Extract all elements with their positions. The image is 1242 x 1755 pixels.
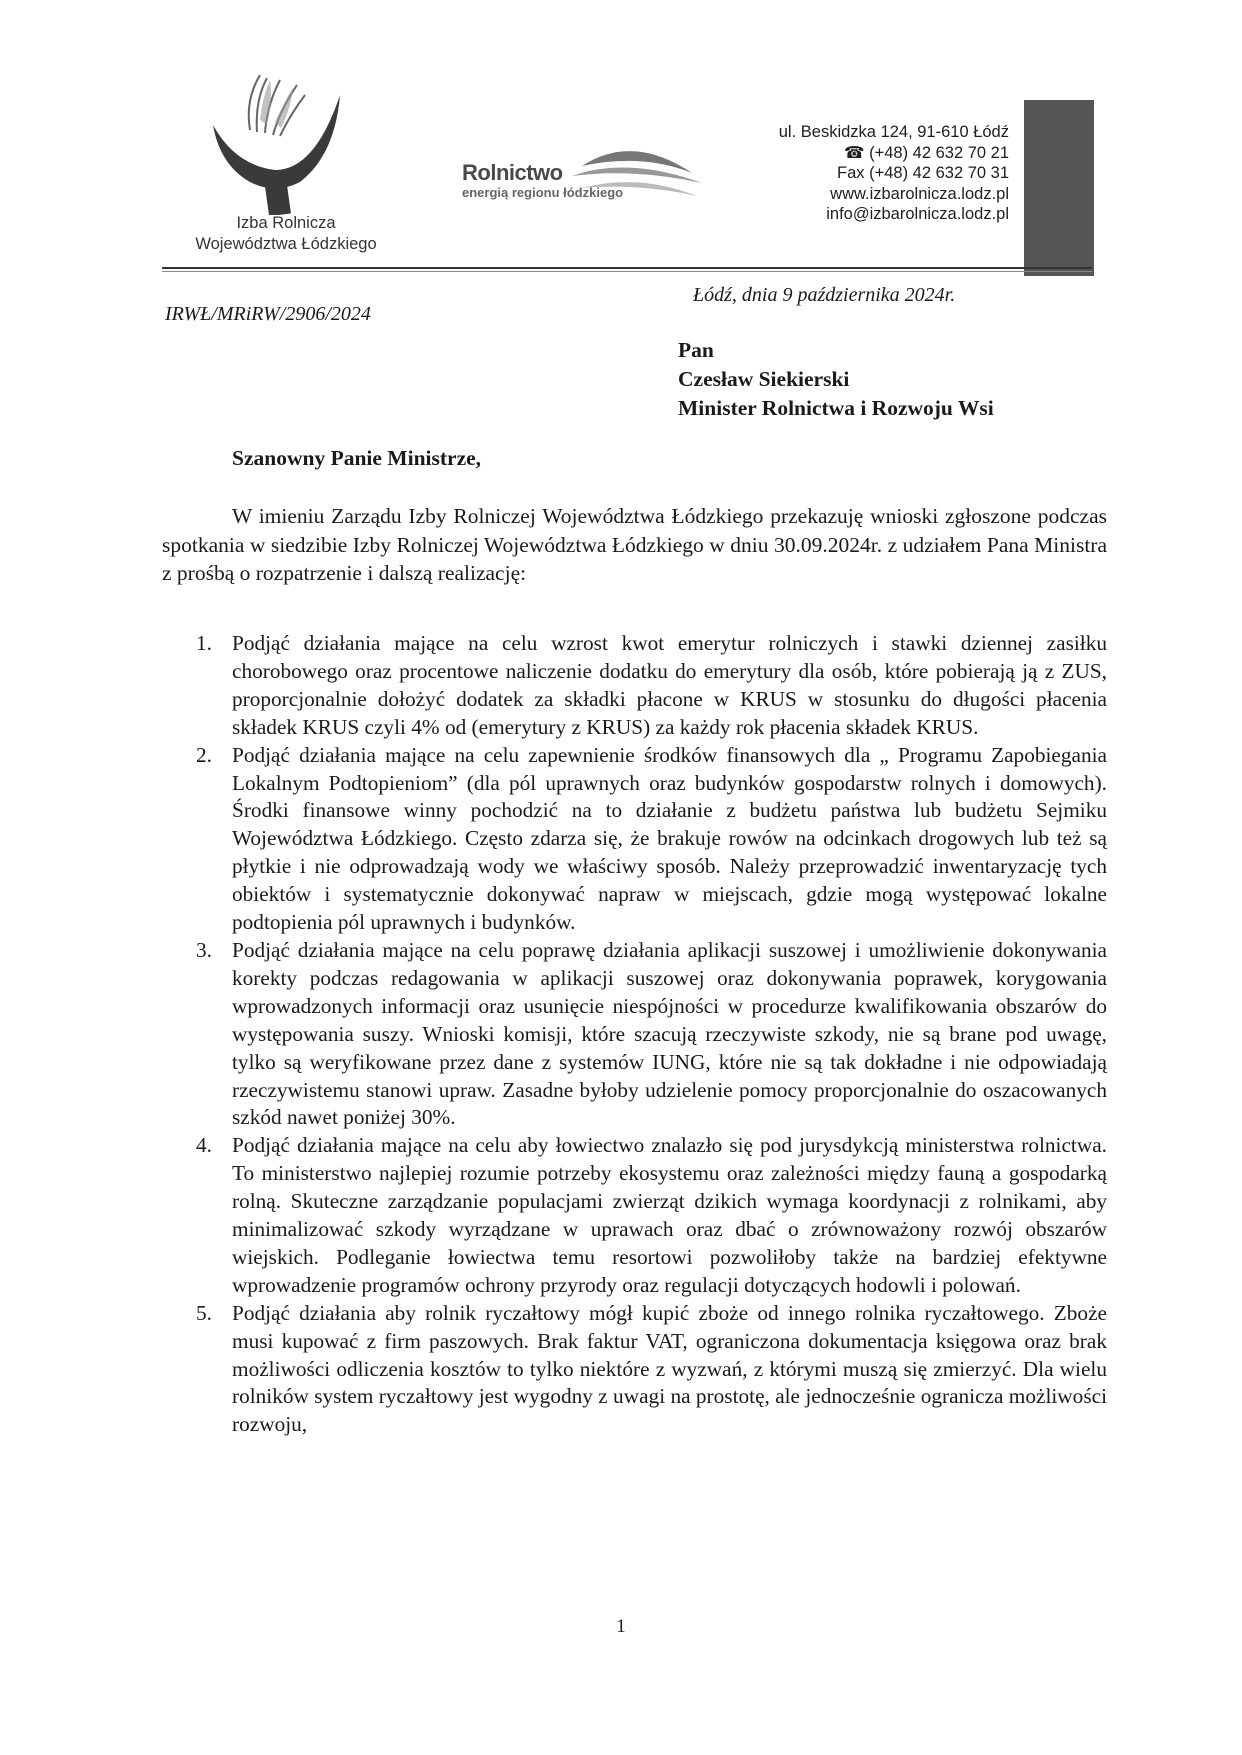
contact-address: ul. Beskidzka 124, 91-610 Łódź xyxy=(778,123,1009,141)
reference-number: IRWŁ/MRiRW/2906/2024 xyxy=(165,303,371,325)
addressee-line2: Czesław Siekierski xyxy=(678,367,850,391)
addressee-line1: Pan xyxy=(678,338,714,362)
org-name-line2: Województwa Łódzkiego xyxy=(195,235,377,253)
intro-paragraph xyxy=(162,502,1107,588)
list-item xyxy=(162,1132,1107,1299)
item-text: Podjąć działania mające na celu zapewnienie środków finansowych dla „ Programu Zapobiegania Lokalnym Podtopieniom” (dla pól uprawnych oraz budynków gospodarstw rolnych i domowych). Środki finansowe winny pochodzić na to działanie z budżetu państwa lub budżetu Sejmiku Województwa Łódzkiego. Często zdarza się, że brakuje rowów na odcinkach drogowych lub też są płytkie i nie odprowadzają wody we właściwy sposób. Należy przeprowadzić inwentaryzację tych obiektów i systematycznie dokonywać napraw w miejscach, gdzie mogą występować lokalne podtopienia pól uprawnych i budynków. xyxy=(232,742,1107,935)
org-name xyxy=(186,213,386,255)
item-text: Podjąć działania mające na celu aby łowiectwo znalazło się pod jurysdykcją ministerstwa rolnictwa. To ministerstwo najlepiej rozumie potrzeby ekosystemu oraz zależności między fauną a gospodarką rolną. Skuteczne zarządzanie populacjami zwierząt dzikich wymaga koordynacji z rolnikami, aby minimalizować szkody wyrządzane w uprawach oraz dbać o zrównoważony rozwój obszarów wiejskich. Podleganie łowiectwa temu resortowi pozwoliłoby także na bardziej efektywne wprowadzenie programów ochrony przyrody oraz regulacji dotyczących hodowli i polowań. xyxy=(232,1133,1107,1297)
item-number: 3. xyxy=(196,937,212,962)
list-item xyxy=(162,742,1107,937)
header-divider-thin xyxy=(162,271,1092,272)
item-text: Podjąć działania mające na celu wzrost kwot emerytur rolniczych i stawki dziennej zasiłku chorobowego oraz procentowe naliczenie dodatku do emerytury dla osób, które pobierają ją z ZUS, proporcjonalnie dołożyć dodatek za składki płacone w KRUS w stosunku do długości płacenia składek KRUS czyli 4% od (emerytury z KRUS) za każdy rok płacenia składek KRUS. xyxy=(232,631,1107,739)
header-accent-bar xyxy=(1024,100,1094,276)
intro-text: W imieniu Zarządu Izby Rolniczej Województwa Łódzkiego przekazuję wnioski zgłoszone podczas spotkania w siedzibie Izby Rolniczej Województwa Łódzkiego w dniu 30.09.2024r. z udziałem Pana Ministra z prośbą o rozpatrzenie i dalszą realizację: xyxy=(162,504,1107,585)
item-number: 2. xyxy=(196,742,212,767)
contact-website[interactable]: www.izbarolnicza.lodz.pl xyxy=(830,184,1009,203)
list-item xyxy=(162,1300,1107,1440)
org-name-line1: Izba Rolnicza xyxy=(236,214,336,232)
letter-date: Łódź, dnia 9 października 2024r. xyxy=(693,284,956,306)
brand-title: Rolnictwo xyxy=(462,160,563,185)
contact-phone: ☎ (+48) 42 632 70 21 xyxy=(843,143,1009,162)
list-item xyxy=(162,630,1107,742)
item-text: Podjąć działania mające na celu poprawę działania aplikacji suszowej i umożliwienie dokonywania korekty podczas redagowania w aplikacji suszowej oraz dokonywania poprawek, korygowania wprowadzonych informacji oraz usunięcie niespójności w procedurze kwalifikowania obszarów do występowania suszy. Wnioski komisji, które szacują rzeczywiste szkody, nie są brane pod uwagę, tylko są weryfikowane przez dane z systemów IUNG, które nie są tak dokładne i nie odpowiadają rzeczywistemu stanowi upraw. Zasadne byłoby udzielenie pomocy proporcjonalnie do oszacowanych szkód nawet poniżej 30%. xyxy=(232,937,1107,1130)
addressee-line3: Minister Rolnictwa i Rozwoju Wsi xyxy=(678,396,994,420)
izba-rolnicza-logo xyxy=(205,70,365,215)
brand-subtitle: energią regionu łódzkiego xyxy=(462,185,624,200)
salutation: Szanowny Panie Ministrze, xyxy=(232,446,482,470)
header-divider xyxy=(162,267,1092,269)
item-number: 4. xyxy=(196,1133,212,1158)
addressee-block xyxy=(678,336,994,423)
item-number: 5. xyxy=(196,1300,212,1325)
contact-block xyxy=(779,122,1009,225)
contact-fax: Fax (+48) 42 632 70 31 xyxy=(837,164,1009,182)
item-number: 1. xyxy=(196,631,212,655)
page-number: 1 xyxy=(616,1616,626,1637)
item-text: Podjąć działania aby rolnik ryczałtowy mógł kupić zboże od innego rolnika ryczałtowego. Zboże musi kupować z firm paszowych. Brak faktur VAT, ograniczona dokumentacja księgowa oraz brak możliwości odliczenia kosztów to tylko niektóre z wyzwań, z którymi muszą się zmierzyć. Dla wielu rolników system ryczałtowy jest wygodny z uwagi na prostotę, ale jednocześnie ogranicza możliwości rozwoju, xyxy=(232,1300,1107,1437)
list-item xyxy=(162,937,1107,1132)
contact-email[interactable]: info@izbarolnicza.lodz.pl xyxy=(826,205,1009,223)
request-list xyxy=(162,630,1107,1439)
